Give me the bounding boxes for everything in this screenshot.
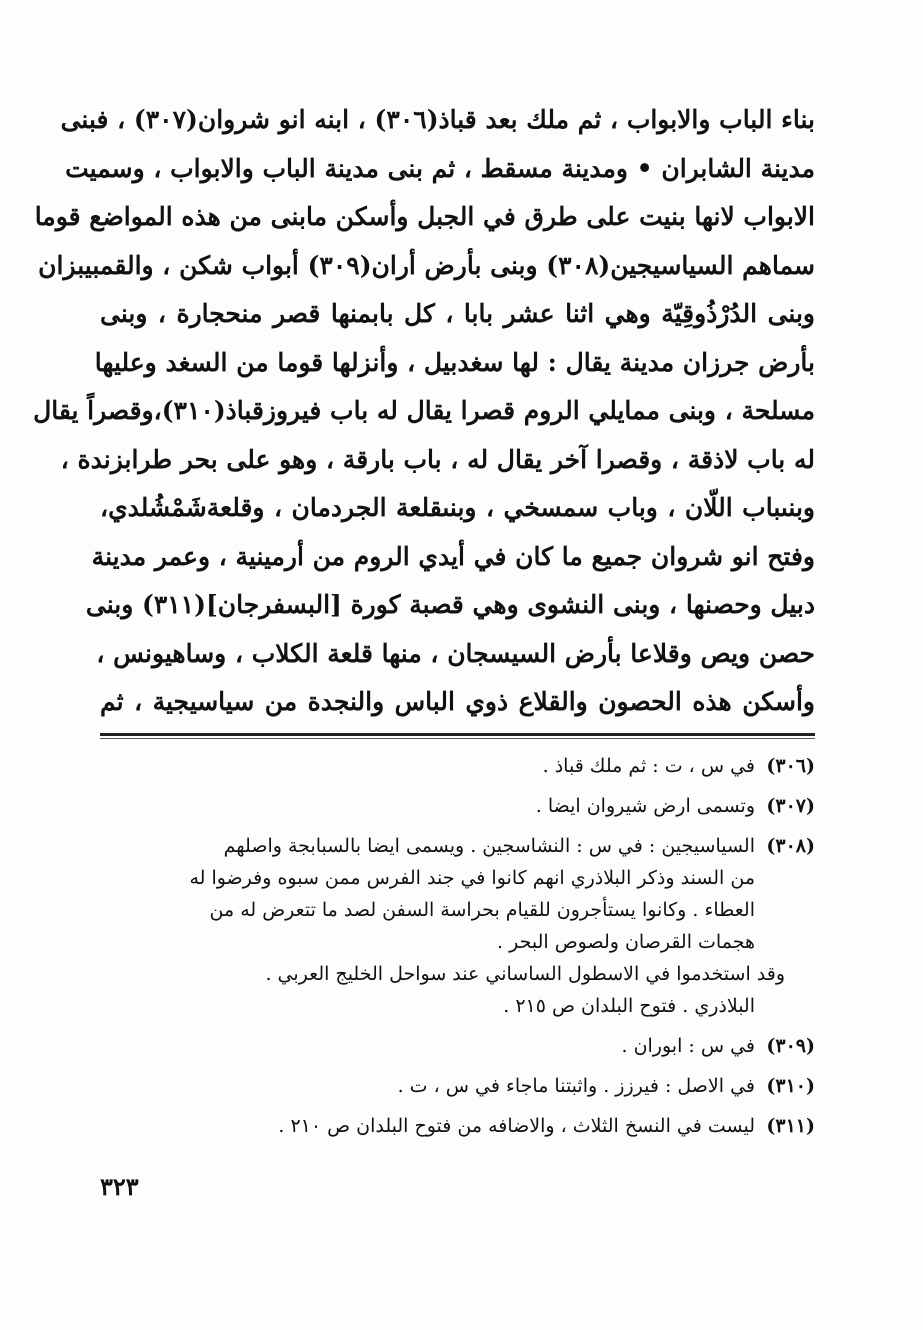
text-line: مسلحة ، وبنى ممايلي الروم قصرا يقال له باب فيروزقباذ(٣١٠)،وقصراً يقال bbox=[33, 396, 815, 425]
footnote-311 bbox=[100, 1110, 815, 1142]
footnote-309 bbox=[100, 1030, 815, 1062]
footnote-separator bbox=[100, 733, 815, 736]
text-line: وأسكن هذه الحصون والقلاع ذوي الباس والنجدة من سياسيجية ، ثم bbox=[100, 687, 815, 716]
footnote-number: (٣١٠) bbox=[766, 1075, 815, 1097]
footnote-text: البلاذري . فتوح البلدان ص ٢١٥ . bbox=[503, 995, 755, 1017]
text-line: وبنىباب اللّان ، وباب سمسخي ، وبنىقلعة الجردمان ، وقلعةشَمْشُلدي، bbox=[100, 493, 815, 522]
page-number: ٣٢٣ bbox=[100, 1172, 139, 1201]
text-line: بأرض جرزان مدينة يقال : لها سغدبيل ، وأنزلها قوما من السغد وعليها bbox=[94, 347, 815, 377]
footnote-text: العطاء . وكانوا يستأجرون للقيام بحراسة السفن لصد ما تتعرض له من bbox=[209, 899, 755, 921]
footnote-separator-thin bbox=[100, 738, 815, 739]
text-line: وفتح انو شروان جميع ما كان في أيدي الروم من أرمينية ، وعمر مدينة bbox=[91, 541, 815, 571]
footnote-310 bbox=[100, 1070, 815, 1102]
footnote-text: هجمات القرصان ولصوص البحر . bbox=[497, 931, 755, 953]
footnote-text: من السند وذكر البلاذري انهم كانوا في جند الفرس ممن سبوه وفرضوا له bbox=[189, 867, 755, 889]
footnote-text: في س : ابوران . bbox=[621, 1035, 755, 1057]
footnote-text: في س ، ت : ثم ملك قباذ . bbox=[542, 755, 755, 777]
text-line: وبنى الدُرْذُوقِيّة وهي اثنا عشر بابا ، كل بابمنها قصر منحجارة ، وبنى bbox=[100, 299, 815, 328]
text-line: حصن ويص وقلاعا بأرض السيسجان ، منها قلعة الكلاب ، وساهيونس ، bbox=[96, 638, 815, 668]
footnotes bbox=[100, 750, 815, 1150]
main-text bbox=[33, 96, 815, 727]
text-line: له باب لاذقة ، وقصرا آخر يقال له ، باب بارقة ، وهو على بحر طرابزندة ، bbox=[60, 444, 815, 474]
text-line: سماهم السياسيجين(٣٠٨) وبنى بأرض أران(٣٠٩) أبواب شكن ، والقمبيبزان bbox=[38, 250, 815, 280]
footnote-307 bbox=[100, 790, 815, 822]
footnote-text: ليست في النسخ الثلاث ، والاضافه من فتوح البلدان ص ٢١٠ . bbox=[278, 1115, 755, 1137]
footnote-text: وقد استخدموا في الاسطول الساساني عند سواحل الخليج العربي . bbox=[265, 963, 785, 985]
footnote-number: (٣٠٨) bbox=[766, 835, 815, 857]
footnote-text: في الاصل : فيرزز . واثبتنا ماجاء في س ، ت . bbox=[397, 1075, 755, 1097]
footnote-number: (٣٠٩) bbox=[766, 1035, 815, 1057]
footnote-text: وتسمى ارض شيروان ايضا . bbox=[535, 795, 755, 817]
footnote-308 bbox=[100, 830, 815, 1022]
footnote-number: (٣٠٦) bbox=[766, 755, 815, 777]
text-line: الابواب لانها بنيت على طرق في الجبل وأسكن مابنى من هذه المواضع قوما bbox=[34, 202, 815, 231]
footnote-number: (٣٠٧) bbox=[766, 795, 815, 817]
text-line: بناء الباب والابواب ، ثم ملك بعد قباذ(٣٠٦) ، ابنه انو شروان(٣٠٧) ، فبنى bbox=[60, 105, 815, 134]
text-line: دبيل وحصنها ، وبنى النشوى وهي قصبة كورة [البسفرجان](٣١١) وبنى bbox=[85, 590, 815, 619]
footnote-306 bbox=[100, 750, 815, 782]
footnote-number: (٣١١) bbox=[766, 1115, 815, 1137]
footnote-text: السياسيجين : في س : النشاسجين . ويسمى ايضا بالسبابجة واصلهم bbox=[223, 835, 755, 857]
text-line: مدينة الشابران • ومدينة مسقط ، ثم بنى مدينة الباب والابواب ، وسميت bbox=[65, 153, 815, 183]
